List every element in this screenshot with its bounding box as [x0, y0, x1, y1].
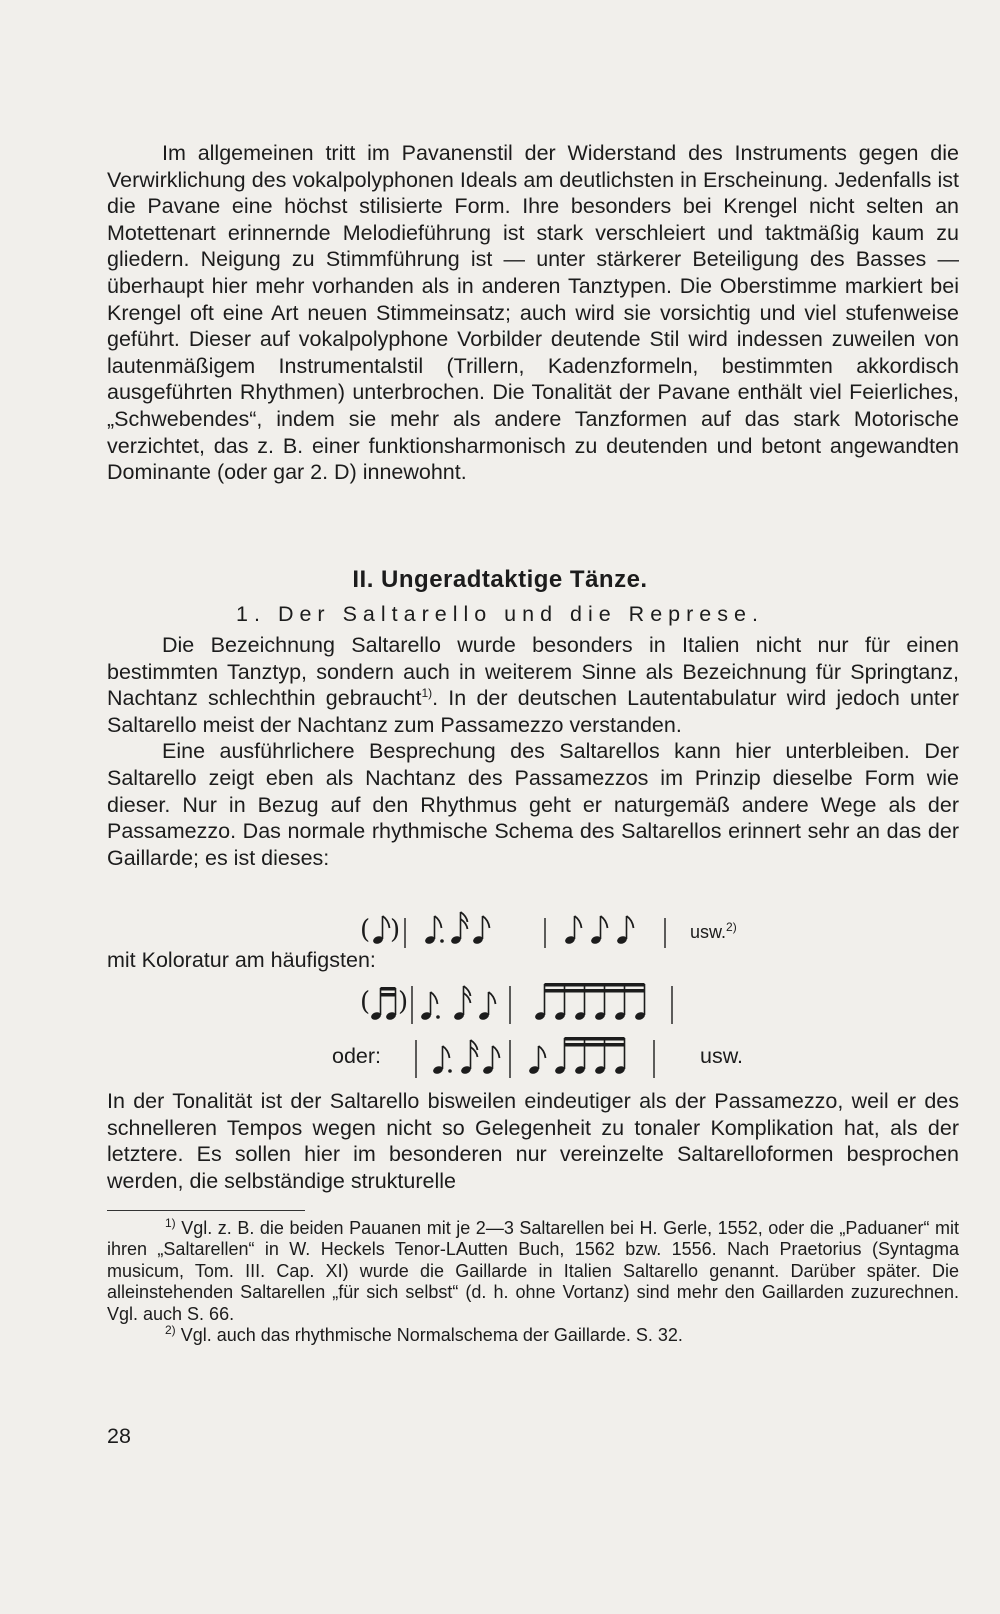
paragraph-bezeichnung: Die Bezeichnung Saltarello wurde besonders in Italien nicht nur für einen bestimmten Tanztyp, sondern auch in weiterem Sinne als Bezeichnung für Springtanz, Nachtanz schlechthin gebraucht$^{1)}$. In der deutschen Lautentabulatur wird jedoch unter Saltarello meist der Nachtanz zum Passamezzo verstanden. — [107, 633, 959, 737]
body-text-bottom — [107, 1088, 959, 1194]
svg-text:(: ( — [360, 987, 371, 1017]
svg-text:): ) — [398, 987, 409, 1017]
paragraph-tonalitaet: In der Tonalität ist der Saltarello bisweilen eindeutiger als der Passamezzo, weil er des schnelleren Tempos wegen nicht so Gelegenheit zu tonaler Komplikation hat, als der letztere. Es sollen hier im besonderen nur vereinzelte Saltarelloformen besprochen werden, die selbständige strukturelle — [107, 1089, 959, 1193]
eighth-note-icon — [528, 1046, 545, 1075]
sixteenth-note-icon — [460, 1040, 477, 1075]
eighth-note-icon — [482, 1046, 499, 1075]
beamed-notes-icon — [370, 987, 397, 1021]
body-text-middle — [107, 632, 959, 871]
footnote-ref-2[interactable]: 2) — [726, 920, 737, 934]
oder-label: oder: — [332, 1044, 382, 1068]
sixteenth-note-icon — [450, 912, 467, 945]
svg-text:(: ( — [360, 915, 371, 945]
page-number: 28 — [107, 1424, 131, 1448]
footnote-divider — [107, 1210, 305, 1211]
footnote-ref-1[interactable]: 1) — [421, 686, 433, 701]
body-text-top — [107, 140, 959, 486]
rhythm-example-oder — [408, 1030, 693, 1084]
eighth-note-icon — [564, 916, 581, 945]
paragraph-besprechung: Eine ausführlichere Besprechung des Saltarellos kann hier unterbleiben. Der Saltarello zeigt eben als Nachtanz des Passamezzos im Prinzip dieselbe Form wie dieser. Nur in Bezug auf den Rhythmus geht er naturgemäß andere Wege als der Passamezzo. Das normale rhythmische Schema des Saltarellos erinnert sehr an das der Gaillarde; es ist dieses: — [107, 739, 959, 870]
eighth-note-icon — [590, 916, 607, 945]
dotted-quarter-note-icon — [420, 992, 440, 1021]
koloratur-label: mit Koloratur am häufigsten: — [107, 948, 376, 972]
eighth-note-icon — [616, 916, 633, 945]
rhythm-1-usw: usw.$^{2)}$ — [690, 920, 737, 942]
eighth-note-icon — [372, 916, 389, 945]
rhythm-3-usw: usw. — [700, 1044, 744, 1068]
footnote-2: $^{2)}$ Vgl. auch das rhythmische Normalschema der Gaillarde. S. 32. — [165, 1323, 683, 1346]
paragraph-pavanenstil: Im allgemeinen tritt im Pavanenstil der Widerstand des Instruments gegen die Verwirklichung des vokalpolyphonen Ideals am deutlichsten in Erscheinung. Jedenfalls ist die Pavane eine höchst stilisierte Form. Ihre besonders bei Krengel nicht selten an Motettenart erinnernde Melodieführung ist stark verschleiert und taktmäßig kaum zu gliedern. Neigung zu Stimmführung ist — unter stärkerer Beteiligung des Basses — überhaupt hier mehr vorhanden als in anderen Tanztypen. Die Oberstimme markiert bei Krengel oft eine Art neuen Stimmeinsatz; auch wird sie vorsichtig und viel stufenweise geführt. Dieser auf vokalpolyphone Vorbilder deutende Stil wird indessen zuweilen von lautenmäßigem Instrumentalstil (Trillern, Kadenzformeln, bestimmten akkordisch ausgeführten Rhythmen) unterbrochen. Die Tonalität der Pavane enthält viel Feierliches, „Schwebendes“, indem sie mehr als andere Tanzformen auf das stark Motorische verzichtet, das z. B. einer funktionsharmonisch zu deutenden und betont angewandten Dominante (oder gar 2. D) innewohnt. — [107, 141, 959, 485]
footnotes — [107, 1218, 959, 1346]
rhythm-example-koloratur — [360, 976, 690, 1030]
dotted-quarter-note-icon — [424, 916, 444, 945]
footnote-1: $^{1)}$ Vgl. z. B. die beiden Pauanen mit je 2—3 Saltarellen bei H. Gerle, 1552, oder die „Paduaner“ mit ihren „Saltarellen“ in W. Heckels Tenor-LAutten Buch, 1562 bzw. 1556. Nach Praetorius (Syntagma musicum, Tom. III. Cap. XI) wurde die Gaillarde in Italien Saltarello genannt. Darüber später. Die alleinstehenden Saltarellen „für sich selbst“ (d. h. ohne Vortanz) sind mehr den Gaillarden zuzurechnen. Vgl. auch S. 66. — [107, 1216, 959, 1324]
section-heading: II. Ungeradtaktige Tänze. — [352, 566, 648, 593]
eighth-note-icon — [478, 992, 495, 1021]
eighth-note-icon — [472, 916, 489, 945]
beamed-sixteenth-group-icon — [534, 983, 646, 1021]
svg-text:): ) — [390, 915, 401, 945]
dotted-quarter-note-icon — [432, 1046, 452, 1075]
beamed-sixteenth-group-icon — [554, 1037, 626, 1075]
rhythm-example-normal — [360, 904, 680, 954]
subsection-heading: 1. Der Saltarello und die Represe. — [236, 602, 764, 626]
sixteenth-note-icon — [453, 986, 470, 1021]
